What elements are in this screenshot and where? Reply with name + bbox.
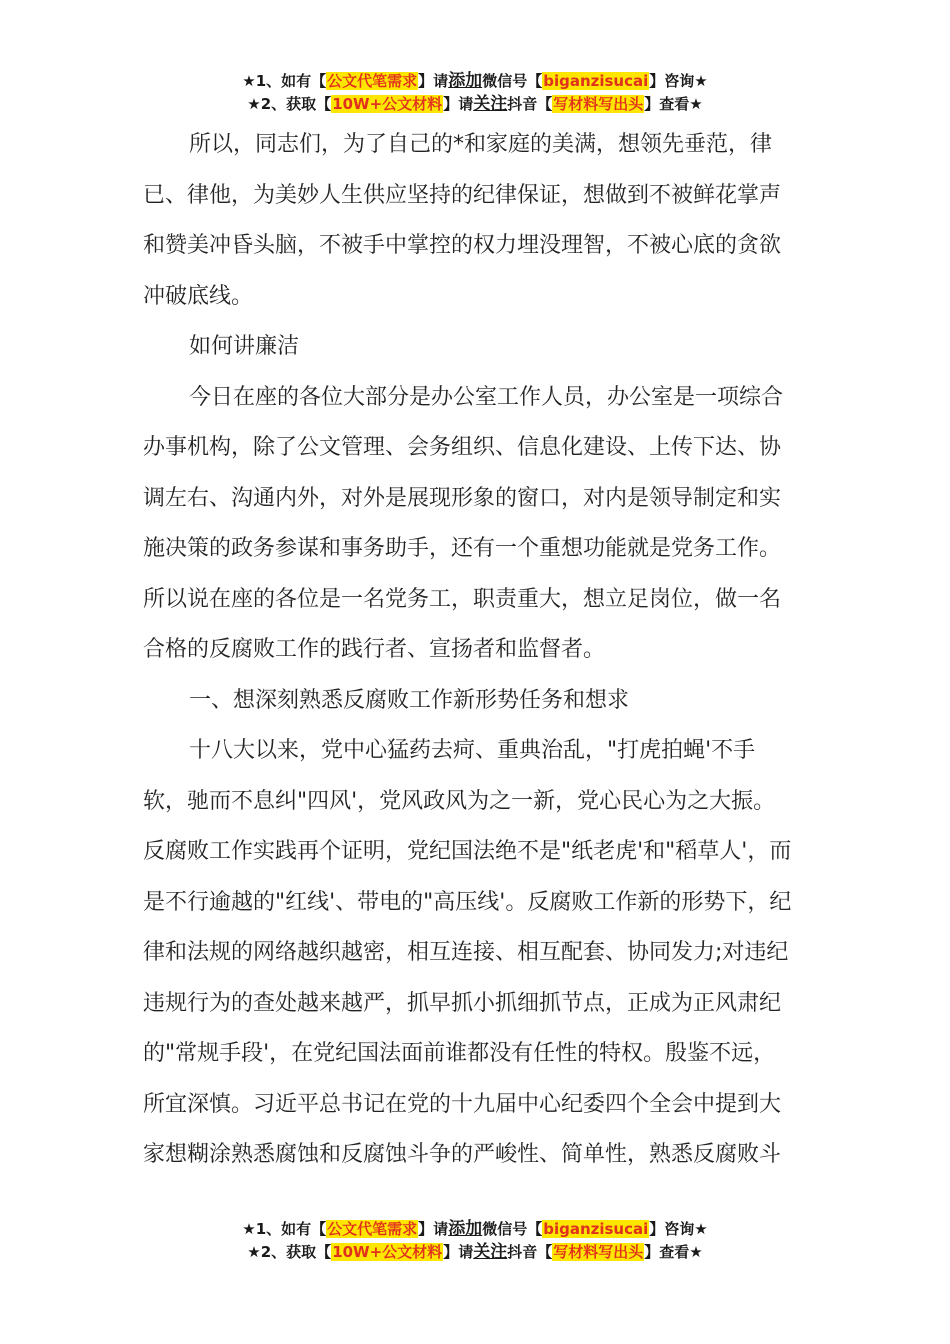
text-line: 所以，同志们，为了自己的*和家庭的美满，想领先垂范，律 <box>189 132 773 157</box>
text-line: 违规行为的查处越来越严，抓早抓小抓细抓节点，正成为正风肃纪 <box>143 990 782 1016</box>
bottom-banner <box>0 1218 950 1264</box>
banner-underlined-text: 关注 <box>473 94 508 114</box>
text-line: 合格的反腐败工作的践行者、宣扬者和监督者。 <box>143 637 606 662</box>
banner-text: 】请 <box>443 95 474 113</box>
text-line: 调左右、沟通内外，对外是展现形象的窗口，对内是领导制定和实 <box>143 485 782 511</box>
section-heading: 一、想深刻熟悉反腐败工作新形势任务和想求 <box>189 687 630 713</box>
banner-highlight-service: 公文代笔需求 <box>327 1220 418 1238</box>
banner-line-1 <box>0 1218 950 1241</box>
text-line: 反腐败工作实践再个证明，党纪国法绝不是"纸老虎'和"稻草人'，而 <box>143 839 792 864</box>
text-line: 已、律他，为美妙人生供应坚持的纪律保证，想做到不被鲜花掌声 <box>143 182 782 208</box>
banner-text: ★1、如有【 <box>242 72 327 90</box>
banner-text: 微信号【 <box>482 72 543 90</box>
banner-text: 】请 <box>418 72 449 90</box>
text-line: 冲破底线。 <box>143 283 254 309</box>
text-line: 律和法规的网络越织越密，相互连接、相互配套、协同发力;对违纪 <box>143 940 789 965</box>
banner-highlight-service: 公文代笔需求 <box>327 72 418 90</box>
banner-underlined-text: 添加 <box>448 71 483 91</box>
text-line: 是不行逾越的"红线'、带电的"高压线'。反腐败工作新的形势下，纪 <box>143 889 792 915</box>
banner-highlight-wechat-id: biganzisucai <box>543 1220 649 1238</box>
banner-line-2 <box>0 93 950 116</box>
banner-text: 抖音【 <box>507 95 553 113</box>
banner-text: ★2、获取【 <box>247 1243 332 1261</box>
text-line: 软，驰而不息纠"四风'，党风政风为之一新，党心民心为之大振。 <box>143 788 776 814</box>
banner-text: 】请 <box>443 1243 474 1261</box>
banner-highlight-wechat-id: biganzisucai <box>543 72 649 90</box>
text-line: 办事机构，除了公文管理、会务组织、信息化建设、上传下达、协 <box>143 435 782 460</box>
banner-underlined-text: 关注 <box>473 1242 508 1262</box>
text-line: 今日在座的各位大部分是办公室工作人员，办公室是一项综合 <box>189 384 784 410</box>
banner-text: 】查看★ <box>644 95 703 113</box>
text-line: 所以说在座的各位是一名党务工，职责重大，想立足岗位，做一名 <box>143 586 782 612</box>
top-banner <box>0 70 950 116</box>
banner-text: 】咨询★ <box>649 72 708 90</box>
text-line: 十八大以来，党中心猛药去疴、重典治乱，"打虎拍蝇'不手 <box>189 738 756 763</box>
banner-text: 微信号【 <box>482 1220 543 1238</box>
document-body <box>143 120 808 1181</box>
text-line: 所宜深慎。习近平总书记在党的十九届中心纪委四个全会中提到大 <box>143 1091 782 1117</box>
banner-line-2 <box>0 1241 950 1264</box>
banner-text: ★2、获取【 <box>247 95 332 113</box>
banner-highlight-materials: 10W+公文材料 <box>332 1243 443 1261</box>
banner-text: 抖音【 <box>507 1243 553 1261</box>
banner-text: 】咨询★ <box>649 1220 708 1238</box>
banner-highlight-materials: 10W+公文材料 <box>332 95 443 113</box>
text-line: 施决策的政务参谋和事务助手，还有一个重想功能就是党务工作。 <box>143 536 782 561</box>
text-line: 的"常规手段'，在党纪国法面前谁都没有任性的特权。殷鉴不远， <box>143 1041 776 1066</box>
banner-underlined-text: 添加 <box>448 1219 483 1239</box>
banner-text: 】查看★ <box>644 1243 703 1261</box>
banner-highlight-douyin: 写材料写出头 <box>553 95 644 113</box>
banner-line-1 <box>0 70 950 93</box>
banner-text: ★1、如有【 <box>242 1220 327 1238</box>
text-line: 和赞美冲昏头脑，不被手中掌控的权力埋没理智，不被心底的贪欲 <box>143 233 782 258</box>
banner-highlight-douyin: 写材料写出头 <box>553 1243 644 1261</box>
text-line: 家想糊涂熟悉腐蚀和反腐蚀斗争的严峻性、简单性，熟悉反腐败斗 <box>143 1142 782 1167</box>
section-heading: 如何讲廉洁 <box>189 334 300 359</box>
banner-text: 】请 <box>418 1220 449 1238</box>
